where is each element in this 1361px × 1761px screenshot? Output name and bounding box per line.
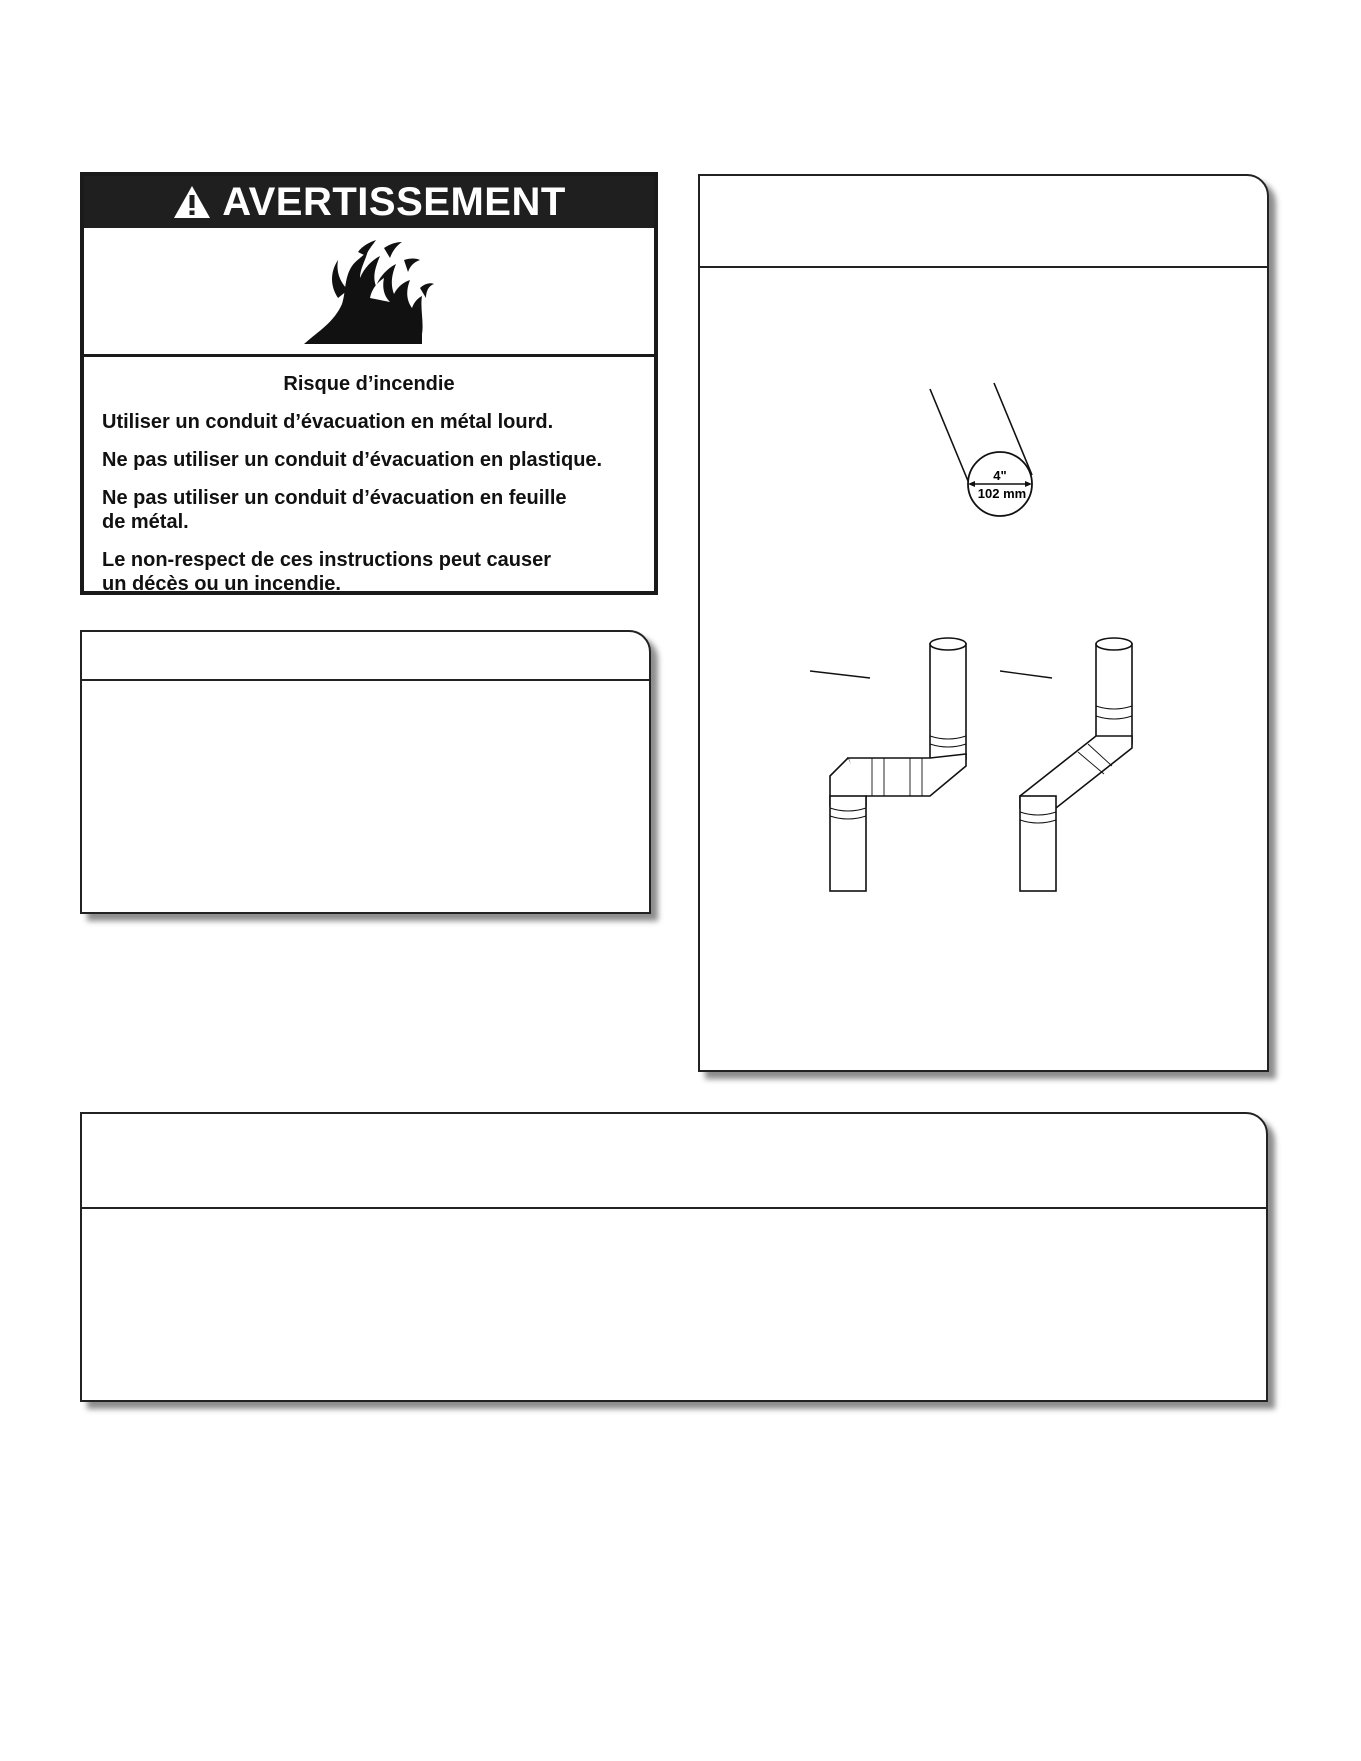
diameter-inches-label: 4" <box>993 468 1007 483</box>
warning-line: Le non-respect de ces instructions peut causer un décès ou un incendie. <box>102 549 552 595</box>
warning-text <box>102 372 636 610</box>
angled-duct-diagram <box>1000 636 1170 896</box>
fire-icon-band <box>84 228 654 357</box>
warning-triangle-icon <box>172 184 212 220</box>
warning-header <box>84 176 654 228</box>
duct-diameter-diagram <box>920 381 1060 531</box>
panel-divider <box>82 679 649 681</box>
hazard-name: Risque d’incendie <box>283 373 455 395</box>
panel-divider <box>82 1207 1266 1209</box>
warning-line: Utiliser un conduit d’évacuation en métal lourd. <box>102 411 554 433</box>
warning-title: AVERTISSEMENT <box>222 179 566 224</box>
elbow-duct-diagram <box>810 636 980 896</box>
info-panel-bottom <box>80 1112 1268 1402</box>
warning-line: Ne pas utiliser un conduit d’évacuation en feuille de métal. <box>102 487 567 533</box>
info-panel-left <box>80 630 651 914</box>
info-panel-right <box>698 174 1269 1072</box>
fire-icon <box>300 238 440 348</box>
diameter-mm-label: 102 mm <box>977 486 1027 501</box>
warning-box <box>80 172 658 595</box>
panel-divider <box>700 266 1267 268</box>
warning-line: Ne pas utiliser un conduit d’évacuation en plastique. <box>102 449 603 471</box>
